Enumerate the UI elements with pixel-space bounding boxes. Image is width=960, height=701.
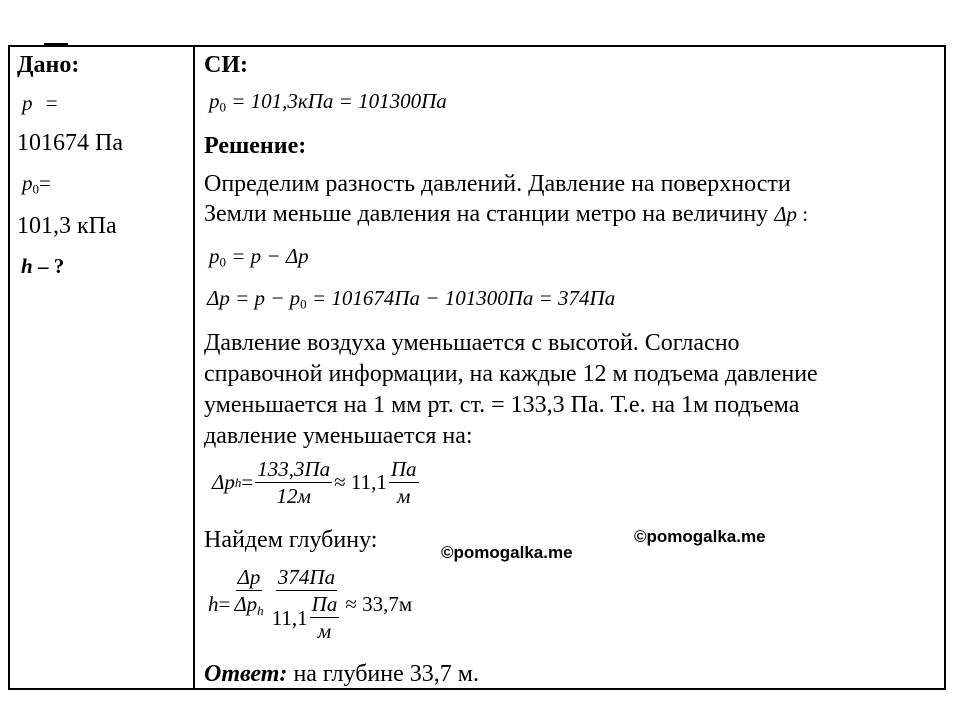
eq3-unit-fraction — [389, 458, 419, 507]
eq1-rest: = p − Δp — [226, 244, 309, 268]
given-p-value: 101674 Па — [17, 130, 123, 156]
para-line-3: уменьшается на 1 мм рт. ст. = 133,3 Па. Т.е. на 1м подъема — [204, 392, 800, 418]
eq3-denominator: 12м — [276, 484, 311, 509]
eq4-f2-nested-denominator: м — [317, 619, 332, 644]
eq4-result: ≈ 33,7м — [345, 591, 413, 616]
eq3-eq: = — [241, 470, 254, 495]
eq1-p: p — [209, 244, 220, 268]
eq4-f1-den-sub: h — [257, 602, 264, 618]
si-p0-sub: 0 — [219, 99, 227, 115]
si-rest: = 101,3кПа = 101300Па — [226, 89, 447, 113]
eq3-numerator: 133,3Па — [255, 458, 332, 483]
eq4-eq: = — [218, 591, 231, 616]
eq1-sub: 0 — [219, 254, 227, 270]
para-line-4: давление уменьшается на: — [204, 423, 473, 449]
given-p0-eq: = — [39, 171, 51, 195]
equation-3 — [212, 458, 421, 507]
eq4-fraction-1 — [232, 566, 265, 618]
eq3-approx: ≈ 11,1 — [334, 470, 387, 495]
si-p0: p — [209, 89, 220, 113]
given-p0-symbol: p — [22, 171, 33, 195]
si-equation — [209, 91, 447, 113]
eq4-f1-denominator — [232, 591, 265, 618]
find-depth: Найдем глубину: — [204, 527, 378, 553]
eq4-f2-denominator — [270, 591, 344, 642]
solution-heading: Решение: — [204, 133, 307, 159]
eq3-lhs: Δp — [212, 470, 235, 495]
intro-colon: : — [797, 202, 809, 226]
answer-text: на глубине 33,7 м. — [287, 661, 479, 687]
eq2-b: = 101674Па − 101300Па = 374Па — [306, 286, 616, 310]
eq4-f2-den-pre: 11,1 — [271, 605, 308, 630]
given-p0-value: 101,3 кПа — [17, 213, 117, 239]
intro-delta: Δp — [774, 202, 798, 226]
intro-line-2-text: Земли меньше давления на станции метро на величину — [204, 201, 769, 227]
watermark-2: ©pomogalka.me — [634, 527, 766, 546]
given-p — [22, 93, 58, 114]
eq2-sub: 0 — [300, 296, 307, 312]
column-divider — [193, 45, 195, 690]
given-h — [21, 256, 64, 277]
eq4-fraction-2 — [270, 566, 344, 642]
equation-4 — [208, 566, 412, 642]
eq2-a: Δp = p − p — [207, 286, 301, 310]
given-p-symbol: p — [22, 91, 33, 115]
given-p0-sub: 0 — [32, 181, 40, 197]
eq4-f2-nested-fraction — [310, 593, 340, 642]
eq4-f1-den-text: Δp — [234, 592, 258, 617]
eq4-f1-numerator: Δp — [236, 566, 263, 591]
equation-2 — [207, 288, 615, 310]
equation-1 — [209, 246, 309, 268]
para-line-2: справочной информации, на каждые 12 м подъема давление — [204, 361, 818, 387]
answer-label: Ответ: — [204, 661, 288, 687]
watermark-1: ©pomogalka.me — [441, 543, 573, 562]
given-h-rest: – ? — [32, 254, 65, 278]
given-heading: Дано: — [17, 52, 80, 78]
para-line-1: Давление воздуха уменьшается с высотой. Согласно — [204, 330, 740, 356]
intro-line-1: Определим разность давлений. Давление на поверхности — [204, 171, 791, 197]
given-h-symbol: h — [21, 254, 33, 278]
given-p-eq: = — [45, 91, 58, 115]
intro-line-2 — [204, 202, 808, 226]
eq4-f2-nested-numerator: Па — [310, 593, 340, 618]
si-heading: СИ: — [204, 52, 248, 78]
answer-line — [204, 662, 479, 686]
eq3-unit-denominator: м — [396, 484, 411, 509]
eq3-unit-numerator: Па — [389, 458, 419, 483]
eq4-f2-numerator: 374Па — [276, 566, 337, 591]
given-p0 — [22, 173, 51, 195]
eq3-fraction — [255, 458, 332, 507]
eq4-h: h — [208, 591, 219, 616]
eq3-lhs-sub: h — [234, 475, 242, 491]
